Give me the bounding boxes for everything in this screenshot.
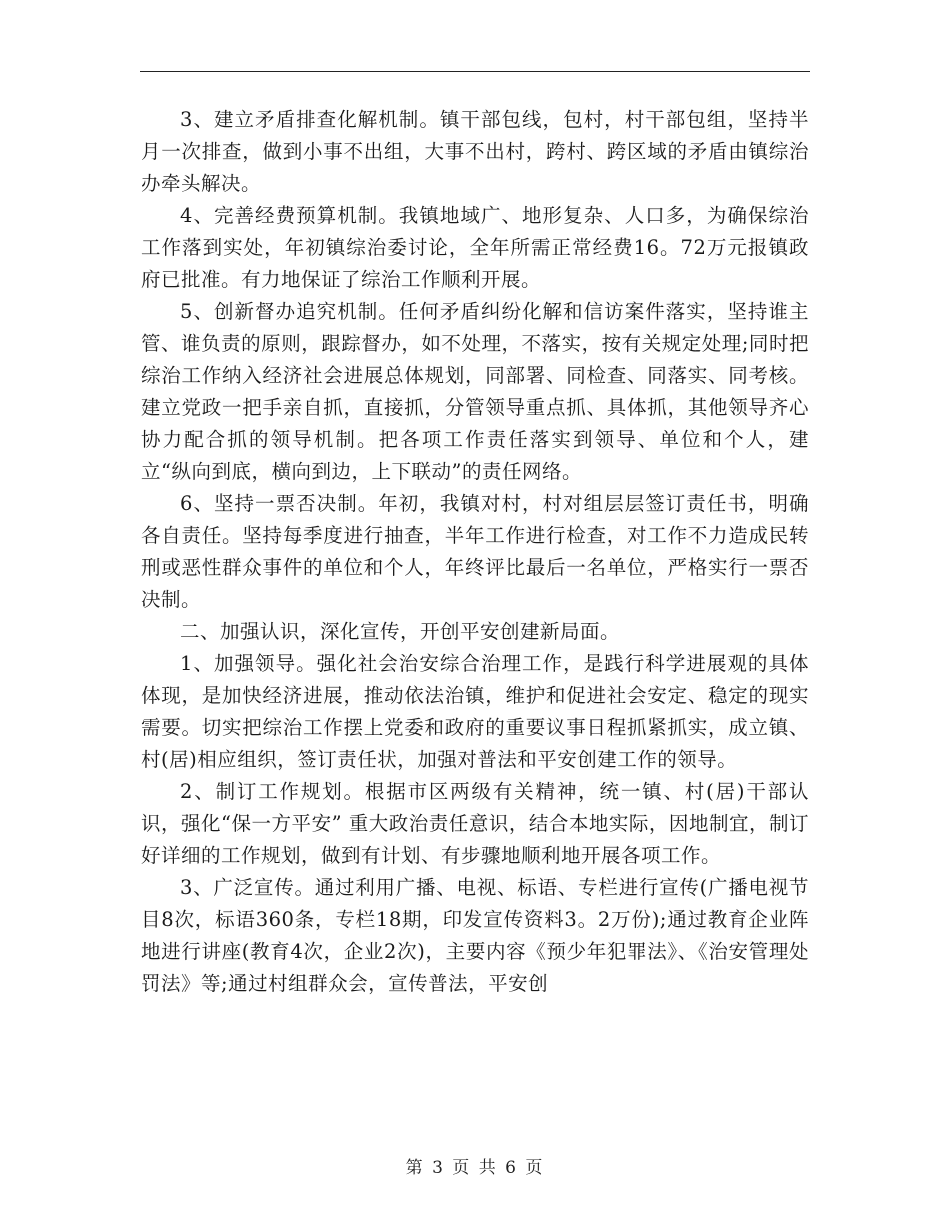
paragraph: 1、加强领导。强化社会治安综合治理工作，是践行科学进展观的具体体现，是加快经济进展，推动依法治镇，维护和促进社会安定、稳定的现实需要。切实把综治工作摆上党委和政府的重要议事日程抓紧抓实，成立镇、村(居)相应组织，签订责任状，加强对普法和平安创建工作的领导。 bbox=[141, 652, 809, 771]
paragraph: 4、完善经费预算机制。我镇地域广、地形复杂、人口多，为确保综治工作落到实处，年初镇综治委讨论，全年所需正常经费16。72万元报镇政府已批准。有力地保证了综治工作顺利开展。 bbox=[141, 204, 809, 291]
section-heading: 二、加强认识，深化宣传，开创平安创建新局面。 bbox=[180, 620, 621, 643]
document-body bbox=[141, 104, 809, 1000]
paragraph: 3、广泛宣传。通过利用广播、电视、标语、专栏进行宣传(广播电视节目8次，标语360条，专栏18期，印发宣传资料3。2万份);通过教育企业阵地进行讲座(教育4次，企业2次)，主要内容《预少年犯罪法》、《治安管理处罚法》等;通过村组群众会，宣传普法，平安创 bbox=[141, 876, 809, 995]
paragraph: 2、制订工作规划。根据市区两级有关精神，统一镇、村(居)干部认识，强化“保一方平安” 重大政治责任意识，结合本地实际，因地制宜，制订好详细的工作规划，做到有计划、有步骤地顺利地开展各项工作。 bbox=[141, 780, 809, 867]
paragraph: 3、建立矛盾排查化解机制。镇干部包线，包村，村干部包组，坚持半月一次排查，做到小事不出组，大事不出村，跨村、跨区域的矛盾由镇综治办牵头解决。 bbox=[141, 108, 809, 195]
page-number: 第 3 页 共 6 页 bbox=[405, 1158, 545, 1178]
paragraph: 6、坚持一票否决制。年初，我镇对村，村对组层层签订责任书，明确各自责任。坚持每季度进行抽查，半年工作进行检查，对工作不力造成民转刑或恶性群众事件的单位和个人，年终评比最后一名单位，严格实行一票否决制。 bbox=[141, 492, 809, 611]
header-rule bbox=[140, 71, 810, 72]
paragraph: 5、创新督办追究机制。任何矛盾纠纷化解和信访案件落实，坚持谁主管、谁负责的原则，跟踪督办，如不处理，不落实，按有关规定处理;同时把综治工作纳入经济社会进展总体规划，同部署、同检查、同落实、同考核。建立党政一把手亲自抓，直接抓，分管领导重点抓、具体抓，其他领导齐心协力配合抓的领导机制。把各项工作责任落实到领导、单位和个人，建立“纵向到底，横向到边，上下联动”的责任网络。 bbox=[141, 300, 809, 483]
